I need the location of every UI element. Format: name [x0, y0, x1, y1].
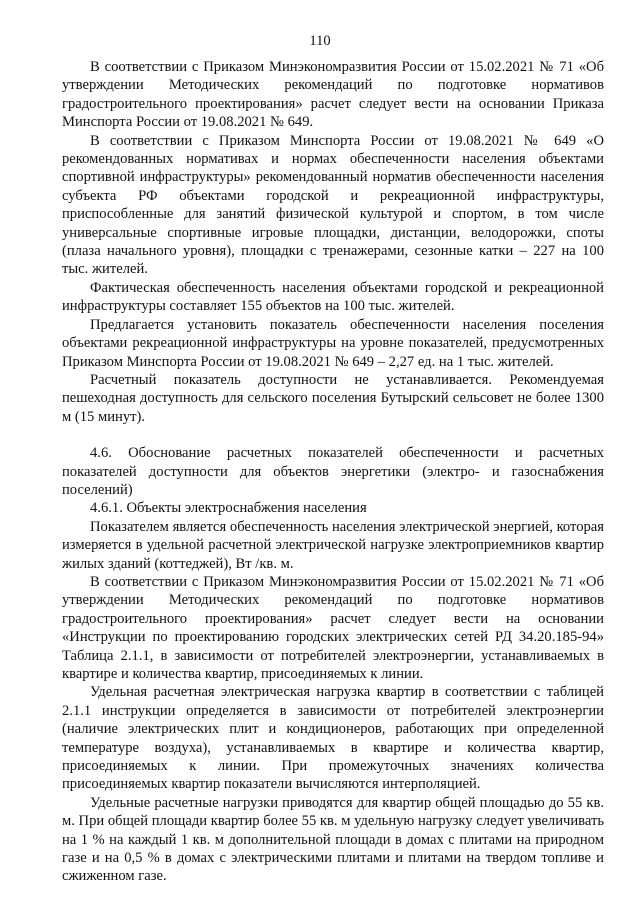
paragraph: В соответствии с Приказом Минспорта России от 19.08.2021 № 649 «О рекомендованных нормативах и нормах обеспеченности населения объектами спортивной инфраструктуры» рекомендованный норматив обеспеченности населения субъекта РФ объектами городской и рекреационной инфраструктуры, приспособленные для занятий физической культурой и спортом, в том числе универсальные спортивные игровые площадки, дистанции, велодорожки, споты (плаза начального уровня), площадки с тренажерами, сезонные катки – 227 на 100 тыс. жителей. — [62, 132, 604, 278]
subsection-heading: 4.6.1. Объекты электроснабжения населения — [90, 500, 367, 517]
page-body — [62, 58, 604, 886]
paragraph: В соответствии с Приказом Минэкономразвития России от 15.02.2021 № 71 «Об утверждении Методических рекомендаций по подготовке нормативов градостроительного проектирования» расчет следует вести на основании «Инструкции по проектированию городских электрических сетей РД 34.20.185-94» Таблица 2.1.1, в зависимости от потребителей электроэнергии, устанавливаемых в квартире и количества квартир, присоединяемых к линии. — [62, 573, 604, 682]
paragraph: Фактическая обеспеченность населения объектами городской и рекреационной инфраструктуры составляет 155 объектов на 100 тыс. жителей. — [62, 279, 604, 315]
section-spacer — [62, 426, 604, 444]
paragraph: Удельные расчетные нагрузки приводятся для квартир общей площадью до 55 кв. м. При общей площади квартир более 55 кв. м удельную нагрузку следует увеличивать на 1 % на каждый 1 кв. м дополнительной площади в домах с плитами на природном газе и на 0,5 % в домах с электрическими плитами и плитами на твердом топливе и сжиженном газе. — [62, 794, 604, 885]
paragraph: Показателем является обеспеченность населения электрической энергией, которая измеряется в удельной расчетной электрической нагрузке электроприемников квартир жилых зданий (коттеджей), Вт /кв. м. — [62, 518, 604, 572]
paragraph: В соответствии с Приказом Минэкономразвития России от 15.02.2021 № 71 «Об утверждении Методических рекомендаций по подготовке нормативов градостроительного проектирования» расчет следует вести на основании Приказа Минспорта России от 19.08.2021 № 649. — [62, 59, 604, 131]
paragraph: Предлагается установить показатель обеспеченности населения поселения объектами рекреационной инфраструктуры на уровне показателей, предусмотренных Приказом Минспорта России от 19.08.2021 № 649 – 2,27 ед. на 1 тыс. жителей. — [62, 316, 604, 370]
page-number: 110 — [309, 33, 331, 49]
section-heading: 4.6. Обоснование расчетных показателей обеспеченности и расчетных показателей доступности для объектов энергетики (электро- и газоснабжения поселений) — [62, 445, 604, 498]
paragraph: Расчетный показатель доступности не устанавливается. Рекомендуемая пешеходная доступность для сельского поселения Бутырский сельсовет не более 1300 м (15 минут). — [62, 371, 604, 425]
paragraph: Удельная расчетная электрическая нагрузка квартир в соответствии с таблицей 2.1.1 инструкции определяется в зависимости от потребителей электроэнергии (наличие электрических плит и кондиционеров, работающих при определенной температуре воздуха), устанавливаемых в квартире и количества квартир, присоединяемых к линии. При промежуточных значениях количества присоединяемых квартир показатели вычисляются интерполяцией. — [62, 684, 604, 793]
